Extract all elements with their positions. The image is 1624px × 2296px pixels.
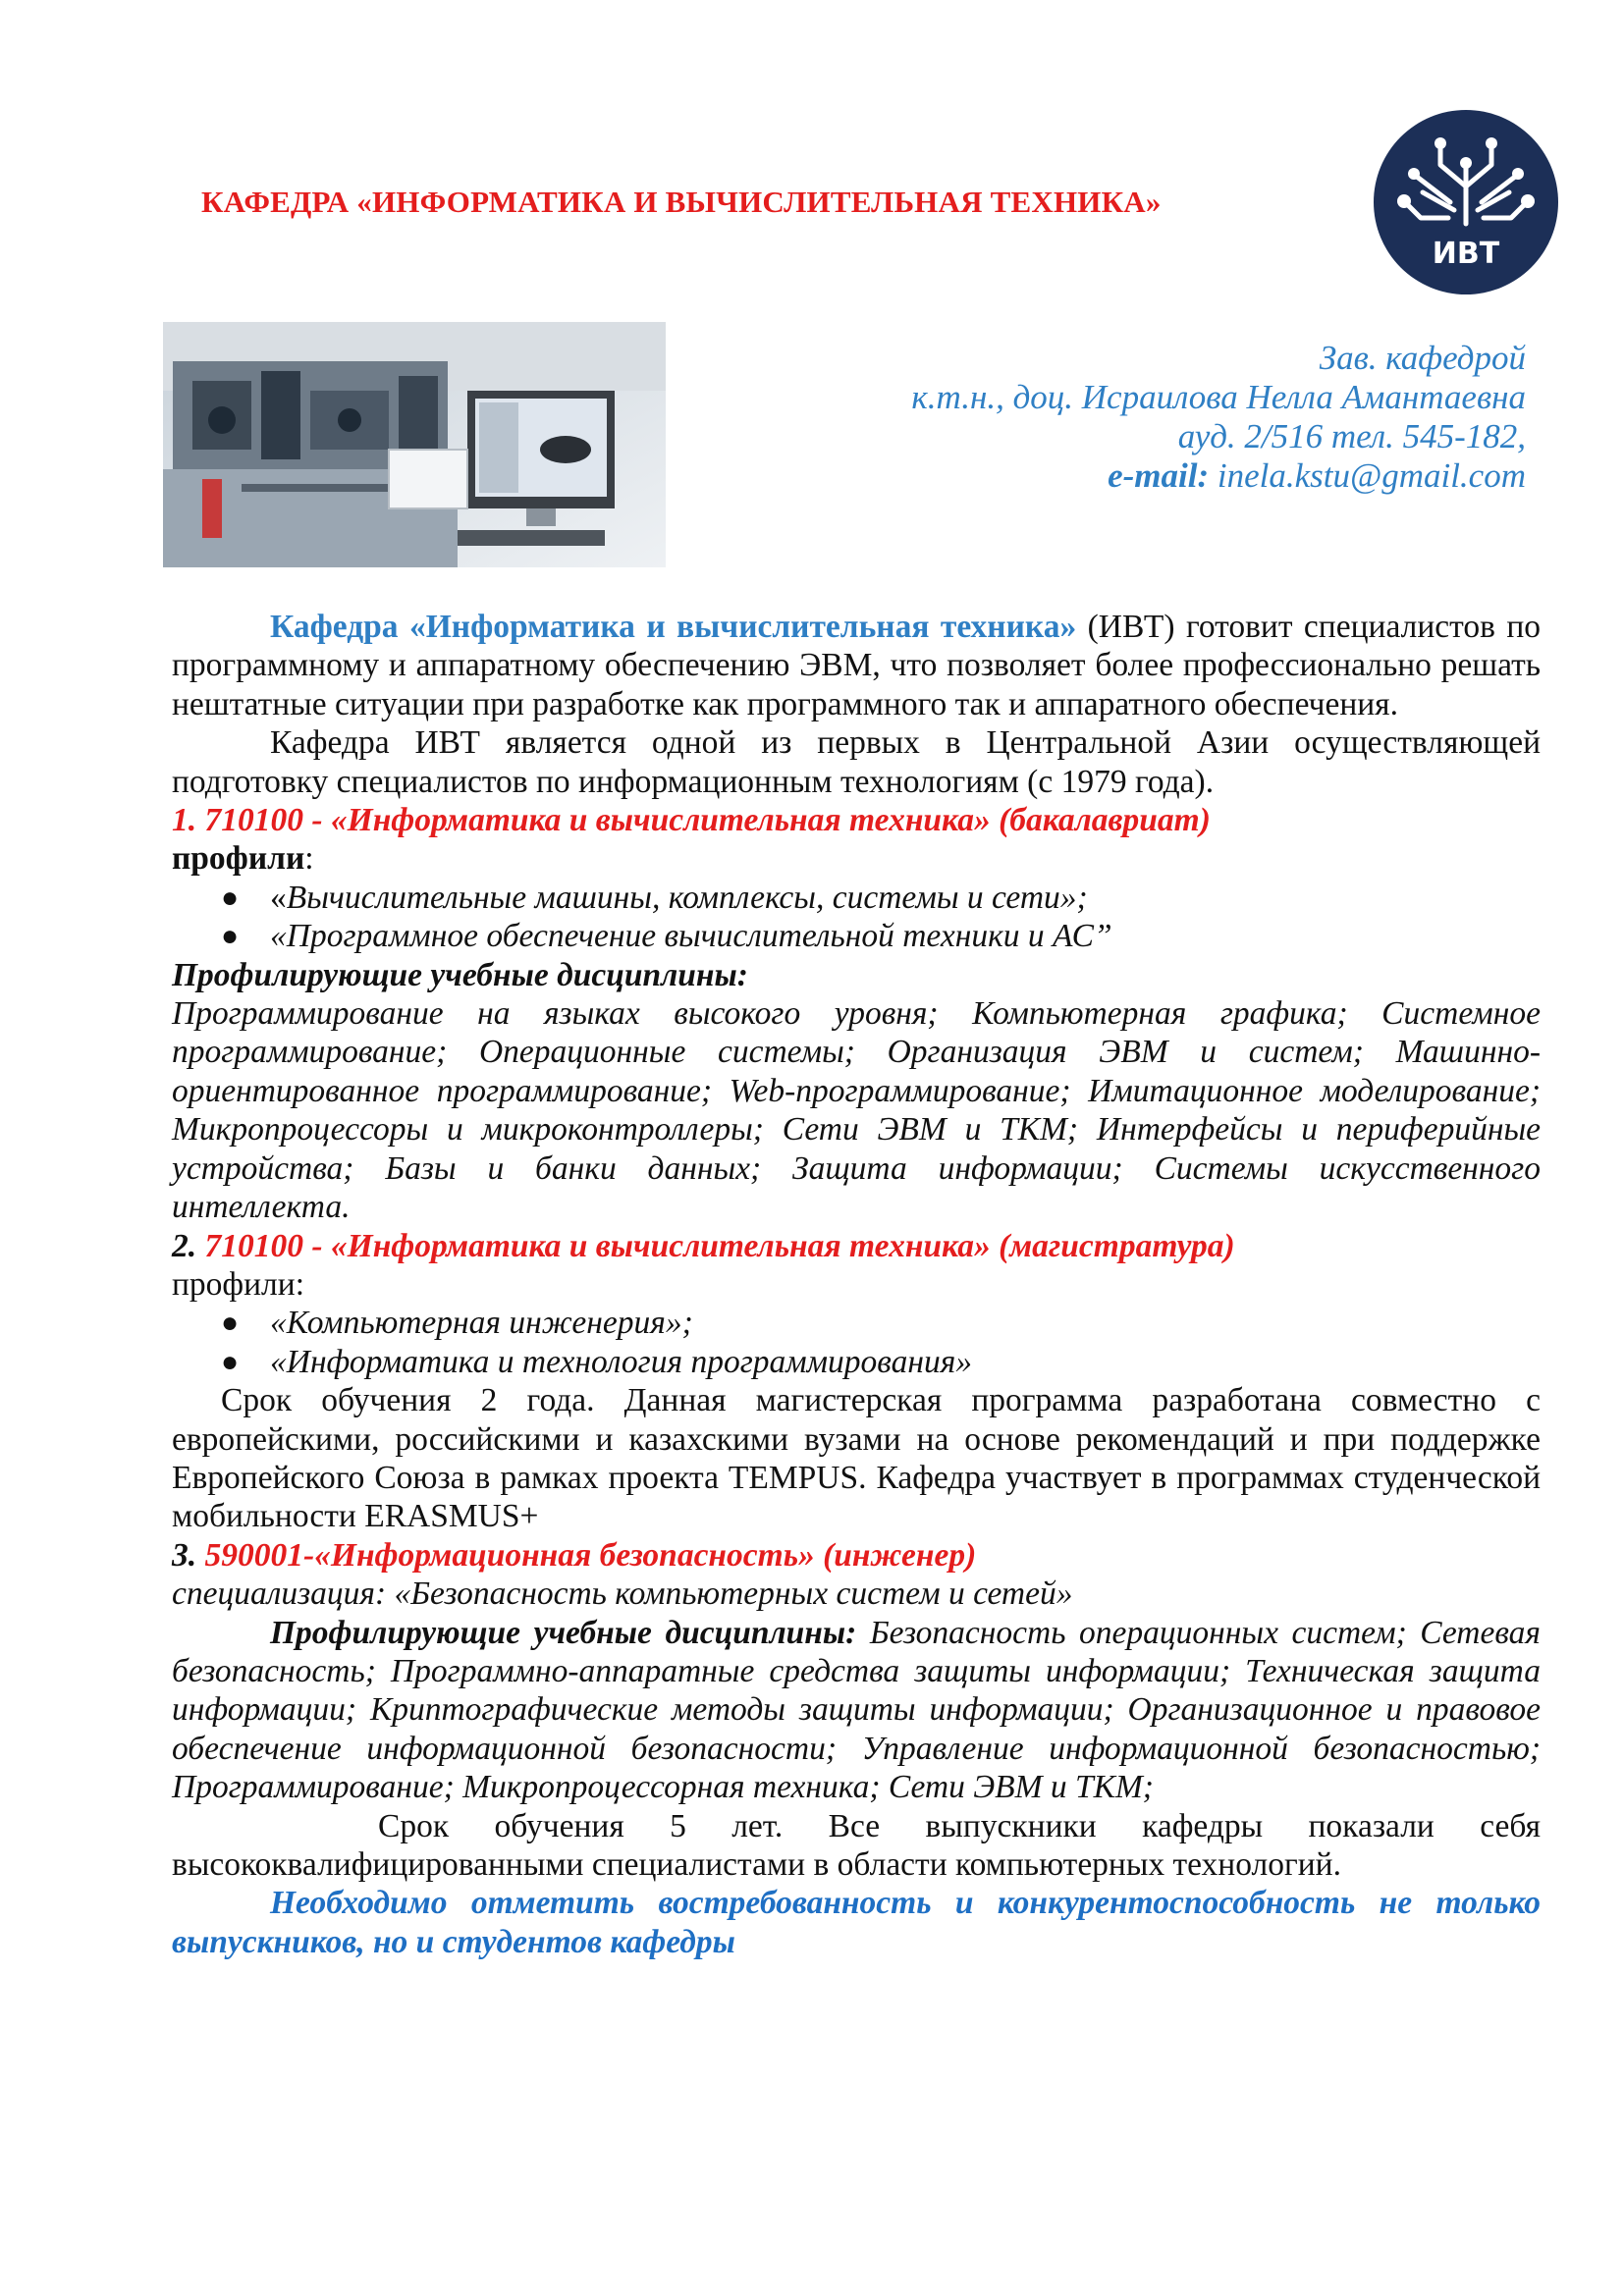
page-title: КАФЕДРА «ИНФОРМАТИКА И ВЫЧИСЛИТЕЛЬНАЯ ТЕХНИКА» bbox=[201, 185, 1162, 219]
list-item: ● «Компьютерная инженерия»; bbox=[221, 1305, 693, 1342]
document-body bbox=[172, 608, 1541, 1961]
program-1-heading: 1. 710100 - «Информатика и вычислительная техника» (бакалавриат) bbox=[172, 802, 1211, 839]
list-item: ● «Вычислительные машины, комплексы, системы и сети»; bbox=[221, 879, 1088, 916]
bullet-icon: ● bbox=[221, 1307, 240, 1340]
program-2-profiles-list bbox=[172, 1304, 1541, 1381]
lab-equipment-photo bbox=[163, 322, 666, 567]
program-3-disciplines: Профилирующие учебные дисциплины: Безопасность операционных систем; Сетевая безопасность; Программно-аппаратные средства защиты информации; Техническая защита информации; Криптографические методы защиты информации; Организационное и правовое обеспечение информационной безопасности; Управление информационной безопасностью; Программирование; Микропроцессорная техника; Сети ЭВМ и ТКМ; bbox=[172, 1614, 1541, 1806]
list-item: ● «Информатика и технология программирования» bbox=[221, 1343, 973, 1380]
bullet-icon: ● bbox=[221, 920, 240, 953]
intro-text: (ИВТ) готовит специалистов по программному и аппаратному обеспечению ЭВМ, что позволяет более профессионально решать нештатные ситуации при разработке как программного так и аппаратного обеспечения. bbox=[172, 609, 1541, 722]
program-2-profiles-label: профили: bbox=[172, 1265, 305, 1303]
email-link[interactable]: inela.kstu@gmail.com bbox=[1209, 456, 1526, 495]
program-3-heading: 3. 590001-«Информационная безопасность» (инженер) bbox=[172, 1536, 977, 1574]
logo-text: ИВТ bbox=[1432, 237, 1500, 271]
list-item: ● «Программное обеспечение вычислительной техники и АС” bbox=[221, 918, 1112, 955]
program-2-description: Срок обучения 2 года. Данная магистерская программа разработана совместно с европейскими, российскими и казахскими вузами на основе рекомендаций и при поддержке Европейского Союза в рамках проекта TEMPUS. Кафедра участвует в программах студенческой мобильности ERASMUS+ bbox=[172, 1382, 1541, 1535]
program-3-specialization: специализация: «Безопасность компьютерных систем и сетей» bbox=[172, 1575, 1073, 1613]
program-2-heading: 2. 710100 - «Информатика и вычислительная техника» (магистратура) bbox=[172, 1227, 1235, 1264]
intro-paragraph-2: Кафедра ИВТ является одной из первых в Центральной Азии осуществляющей подготовку специалистов по информационным технологиям (с 1979 года). bbox=[172, 724, 1541, 800]
bullet-icon: ● bbox=[221, 881, 240, 914]
program-1-disciplines: Программирование на языках высокого уровня; Компьютерная графика; Системное программирование; Операционные системы; Организация ЭВМ и систем; Машинно-ориентированное программирование; Web-программирование; Имитационное моделирование; Микропроцессоры и микроконтроллеры; Сети ЭВМ и ТКМ; Интерфейсы и периферийные устройства; Базы и банки данных; Защита информации; Системы искусственного интеллекта. bbox=[172, 995, 1541, 1226]
program-3-duration: Срок обучения 5 лет. Все выпускники кафедры показали себя высококвалифицированными специалистами в области компьютерных технологий. bbox=[172, 1807, 1541, 1883]
contact-email-line bbox=[642, 456, 1526, 496]
email-label: e-mail: bbox=[1108, 456, 1210, 495]
department-name: Кафедра «Информатика и вычислительная техника» bbox=[270, 609, 1077, 645]
intro-paragraph-1 bbox=[172, 608, 1541, 723]
closing-statement: Необходимо отметить востребованность и конкурентоспособность не только выпускников, но и студентов кафедры bbox=[172, 1885, 1541, 1960]
program-1-profiles-list bbox=[172, 879, 1541, 956]
program-1-disciplines-heading: Профилирующие учебные дисциплины: bbox=[172, 956, 748, 993]
bullet-icon: ● bbox=[221, 1345, 240, 1378]
contact-room-phone: ауд. 2/516 тел. 545-182, bbox=[1177, 417, 1526, 455]
program-1-profiles-label: профили: bbox=[172, 840, 314, 878]
contact-position: Зав. кафедрой bbox=[1319, 339, 1526, 377]
contact-name: к.т.н., доц. Исраилова Нелла Амантаевна bbox=[911, 378, 1526, 416]
contact-block bbox=[642, 339, 1526, 496]
ivt-logo-icon bbox=[1372, 108, 1560, 296]
department-logo bbox=[1372, 108, 1560, 296]
